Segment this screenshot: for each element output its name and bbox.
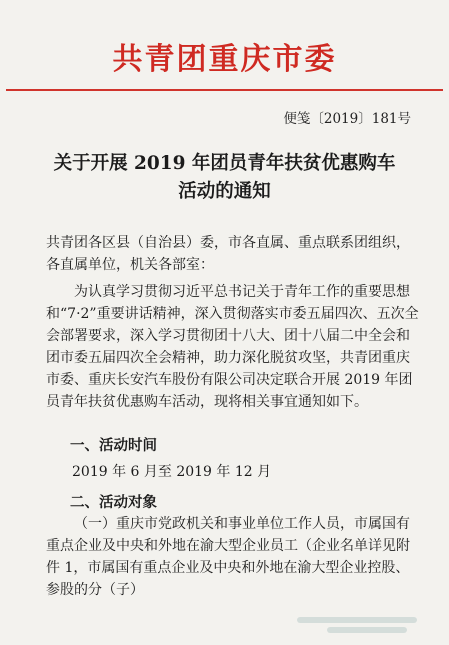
addressee: 共青团各区县（自治县）委，市各直属、重点联系团组织，各直属单位，机关各部室： — [46, 235, 410, 273]
document-number: 便笺〔2019〕181号 — [283, 111, 411, 127]
document-title — [0, 150, 449, 206]
watermark-graphic — [287, 599, 437, 639]
activity-time-value: 2019 年 6 月至 2019 年 12 月 — [72, 464, 272, 480]
letterhead-red-rule — [6, 89, 443, 91]
letterhead-title: 共青团重庆市委 — [112, 42, 337, 77]
section-heading-target: 二、活动对象 — [70, 494, 157, 511]
section-heading-time: 一、活动时间 — [70, 437, 157, 454]
target-paragraph: （一）重庆市党政机关和事业单位工作人员，市属国有重点企业及中央和外地在渝大型企业员工（企业名单详见附件 1，市属国有重点企业及中央和外地在渝大型企业控股、参股的分（子） — [46, 516, 410, 598]
document-title-line-2: 活动的通知 — [178, 181, 271, 202]
intro-paragraph: 为认真学习贯彻习近平总书记关于青年工作的重要思想和“7·2”重要讲话精神，深入贯彻落实市委五届四次、五次全会部署要求，深入学习贯彻团十八大、团十八届二中全会和团市委五届四次全会精神，助力深化脱贫攻坚，共青团重庆市委、重庆长安汽车股份有限公司决定联合开展 2019 年团员青年扶贫优惠购车活动，现将相关事宜通知如下。 — [46, 284, 419, 410]
document-title-line-1: 关于开展 2019 年团员青年扶贫优惠购车 — [53, 153, 396, 174]
